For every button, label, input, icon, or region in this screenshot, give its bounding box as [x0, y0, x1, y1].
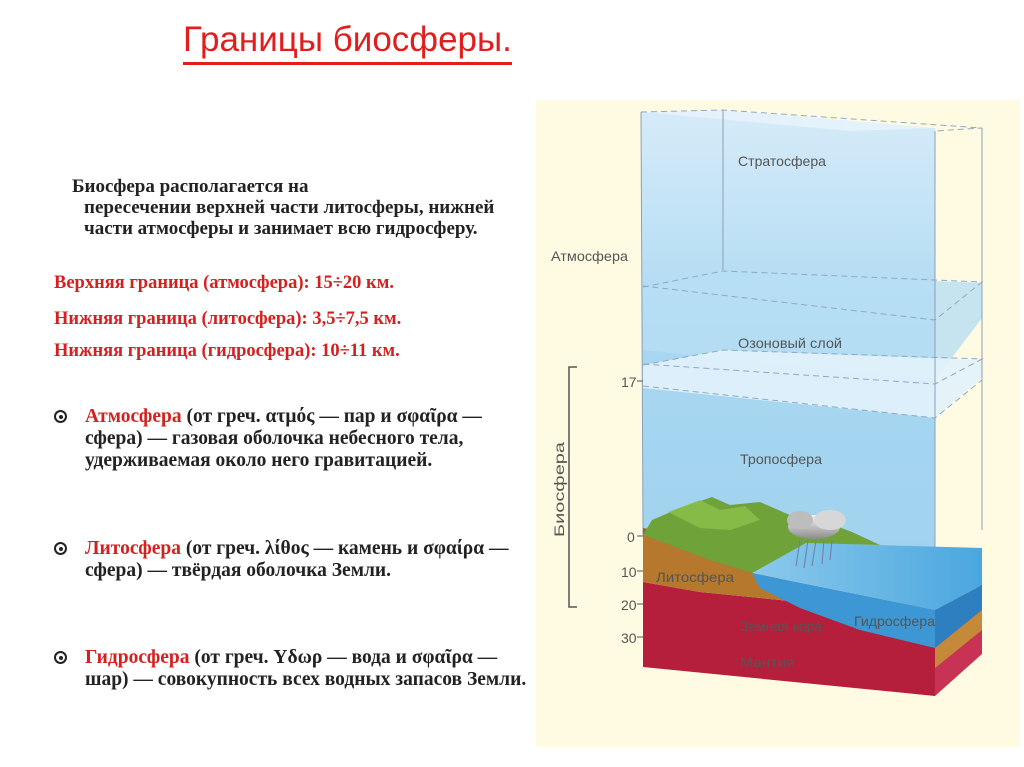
lower-boundary-lithosphere: Нижняя граница (литосфера): 3,5÷7,5 км.	[54, 309, 402, 329]
term-hydrosphere: Гидросфера	[85, 647, 190, 668]
tick-label-10: 10	[621, 564, 637, 580]
biosphere-diagram	[530, 96, 1024, 750]
lower-boundary-hydrosphere: Нижняя граница (гидросфера): 10÷11 км.	[54, 341, 400, 361]
bullet-icon	[54, 651, 67, 664]
label-stratosphere: Стратосфера	[738, 153, 827, 169]
label-lithosphere: Литосфера	[656, 569, 735, 585]
tick-label-0: 0	[627, 529, 635, 545]
label-atmosphere: Атмосфера	[551, 248, 629, 264]
definition-hydrosphere	[54, 647, 534, 691]
intro-text	[72, 176, 542, 239]
definition-text: (от греч. Yδωρ — вода и σφαῖρα — шар) — совокупность всех водных запасов Земли.	[85, 647, 527, 690]
label-crust: Земная кора	[740, 618, 823, 634]
tick-label-20: 20	[621, 597, 637, 613]
definition-text: (от греч. ατμός — пар и σφαῖρα — сфера) — газовая оболочка небесного тела, удерживаемая около него гравитацией.	[85, 406, 482, 471]
label-biosphere: Биосфера	[551, 470, 567, 537]
tick-label-17: 17	[621, 374, 637, 390]
intro-rest: пересечении верхней части литосферы, нижней части атмосферы и занимает всю гидросферу.	[84, 197, 495, 239]
intro-line-1: Биосфера располагается на	[72, 176, 309, 197]
definition-text: (от греч. λίθος — камень и σφαίρα — сфера) — твёрдая оболочка Земли.	[85, 538, 509, 581]
label-hydrosphere: Гидросфера	[854, 613, 936, 629]
upper-boundary-atmosphere: Верхняя граница (атмосфера): 15÷20 км.	[54, 273, 394, 293]
term-atmosphere: Атмосфера	[85, 406, 182, 427]
label-troposphere: Тропосфера	[740, 451, 823, 467]
tick-label-30: 30	[621, 630, 637, 646]
page-title: Границы биосферы.	[183, 20, 512, 65]
bullet-icon	[54, 542, 67, 555]
term-lithosphere: Литосфера	[85, 538, 181, 559]
label-mantle: Мантия	[740, 654, 795, 670]
definition-lithosphere	[54, 538, 534, 582]
label-ozone-layer: Озоновый слой	[738, 335, 842, 351]
bullet-icon	[54, 410, 67, 423]
definition-atmosphere	[54, 406, 534, 472]
